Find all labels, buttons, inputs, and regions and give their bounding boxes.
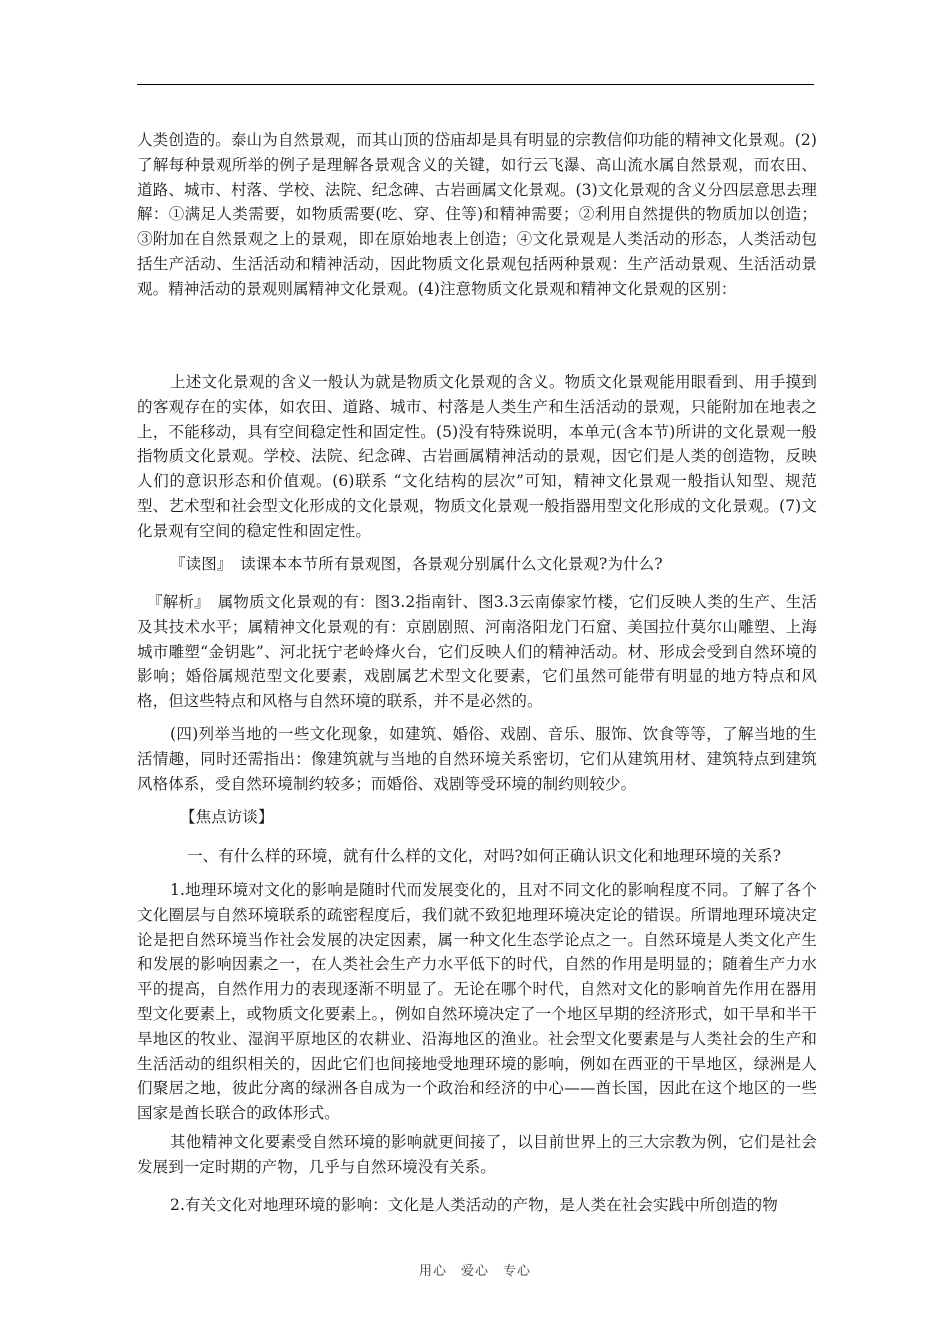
paragraph-environment-influence: 1.地理环境对文化的影响是随时代而发展变化的，且对不同文化的影响程度不同。了解了各个文化圈层与自然环境联系的疏密程度后，我们就不致犯地理环境决定论的错误。所谓地理环境决定论是把自然环境当作社会发展的决定因素，属一种文化生态学论点之一。自然环境是人类文化产生和发展的影响因素之一，在人类社会生产力水平低下的时代，自然的作用是明显的；随着生产力水平的提高，自然作用力的表现逐渐不明显了。无论在哪个时代，自然对文化的影响首先作用在器用型文化要素上，或物质文化要素上。，例如自然环境决定了一个地区早期的经济形式，如干旱和半干旱地区的牧业、湿润平原地区的农耕业、沿海地区的渔业。社会型文化要素是与人类社会的生产和生活活动的组织相关的，因此它们也间接地受地理环境的影响，例如在西亚的干旱地区，绿洲是人们聚居之地，彼此分离的绿洲各自成为一个政治和经济的中心——酋长国，因此在这个地区的一些国家是酋长联合的政体形式。 bbox=[137, 881, 817, 1123]
paragraph-analysis: 『解析』 属物质文化景观的有：图3.2指南针、图3.3云南傣家竹楼，它们反映人类的生产、生活及其技术水平；属精神文化景观的有：京剧剧照、河南洛阳龙门石窟、美国拉什莫尔山雕塑、上海城市雕塑“金钥匙”、河北抚宁老岭烽火台，它们反映人们的精神活动。材、形成会受到自然环境的影响；婚俗属规范型文化要素，戏剧属艺术型文化要素，它们虽然可能带有明显的地方特点和风格，但这些特点和风格与自然环境的联系，并不是必然的。 bbox=[137, 593, 817, 711]
paragraph-culture-on-environment: 2.有关文化对地理环境的影响：文化是人类活动的产物，是人类在社会实践中所创造的物 bbox=[170, 1196, 778, 1214]
section-heading-focus: 【焦点访谈】 bbox=[180, 808, 274, 826]
paragraph-landscape-explanation: 人类创造的。泰山为自然景观，而其山顶的岱庙却是具有明显的宗教信仰功能的精神文化景观。(2)了解每种景观所举的例子是理解各景观含义的关键，如行云飞瀑、高山流水属自然景观，而农田、道路、城市、村落、学校、法院、纪念碑、古岩画属文化景观。(3)文化景观的含义分四层意思去理解：①满足人类需要，如物质需要(吃、穿、住等)和精神需要；②利用自然提供的物质加以创造；③附加在自然景观之上的景观，即在原始地表上创造；④文化景观是人类活动的形态，人类活动包括生产活动、生活活动和精神活动，因此物质文化景观包括两种景观：生产活动景观、生活活动景观。精神活动的景观则属精神文化景观。(4)注意物质文化景观和精神文化景观的区别： bbox=[137, 131, 817, 298]
paragraph-read-figure: 『读图』 读课本本节所有景观图，各景观分别属什么文化景观?为什么? bbox=[170, 555, 663, 573]
question-heading: 一、有什么样的环境，就有什么样的文化，对吗?如何正确认识文化和地理环境的关系? bbox=[187, 847, 782, 865]
page-footer: 用心 爱心 专心 bbox=[418, 1264, 531, 1279]
header-rule bbox=[137, 84, 814, 85]
paragraph-spiritual-elements: 其他精神文化要素受自然环境的影响就更间接了，以目前世界上的三大宗教为例，它们是社会发展到一定时期的产物，几乎与自然环境没有关系。 bbox=[137, 1133, 817, 1176]
paragraph-material-landscape: 上述文化景观的含义一般认为就是物质文化景观的含义。物质文化景观能用眼看到、用手摸到的客观存在的实体，如农田、道路、城市、村落是人类生产和生活活动的景观，只能附加在地表之上，不能移动，具有空间稳定性和固定性。(5)没有特殊说明，本单元(含本节)所讲的文化景观一般指物质文化景观。学校、法院、纪念碑、古岩画属精神活动的景观，因它们是人类的创造物，反映人们的意识形态和价值观。(6)联系 “文化结构的层次”可知，精神文化景观一般指认知型、规范型、艺术型和社会型文化形成的文化景观，物质文化景观一般指器用型文化形成的文化景观。(7)文化景观有空间的稳定性和固定性。 bbox=[137, 373, 817, 540]
paragraph-local-culture: (四)列举当地的一些文化现象，如建筑、婚俗、戏剧、音乐、服饰、饮食等等，了解当地的生活情趣，同时还需指出：像建筑就与当地的自然环境关系密切，它们从建筑用材、建筑特点到建筑风格体系，受自然环境制约较多；而婚俗、戏剧等受环境的制约则较少。 bbox=[137, 725, 817, 793]
